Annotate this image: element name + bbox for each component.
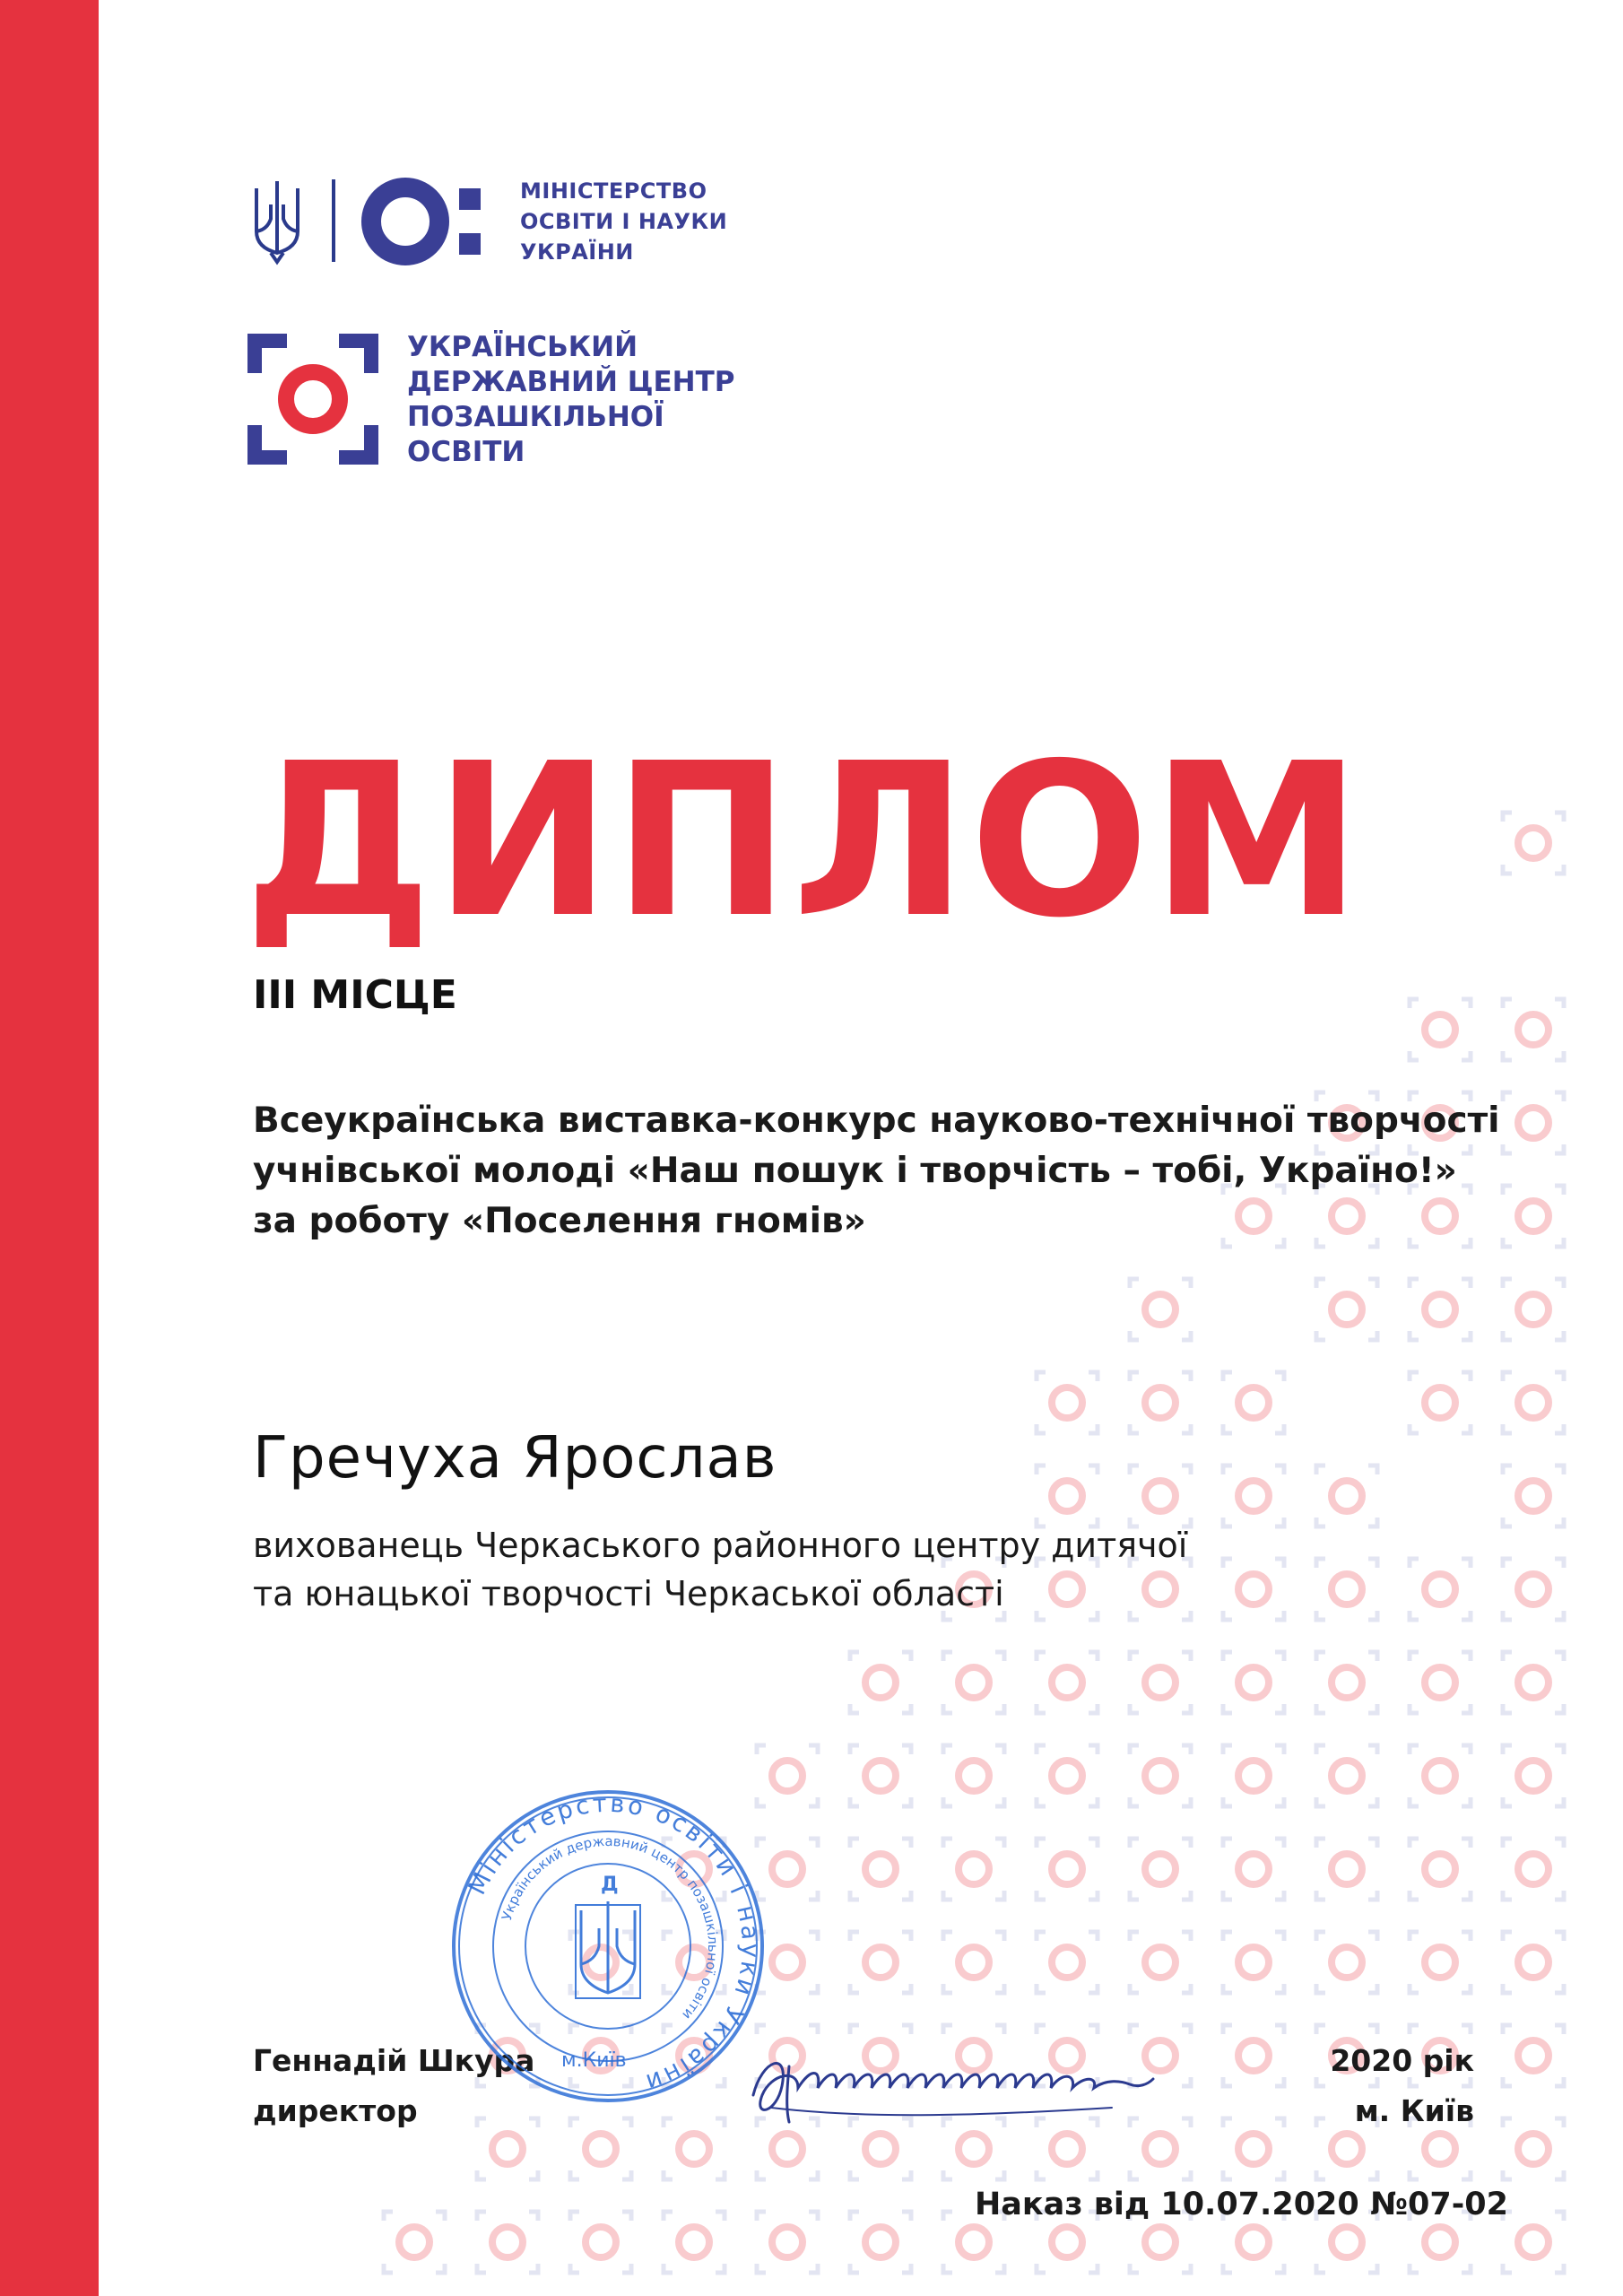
center-name-line: ДЕРЖАВНИЙ ЦЕНТР	[407, 366, 735, 398]
recipient-affiliation	[253, 1521, 1419, 1618]
pattern-bracket	[850, 1745, 911, 1806]
left-red-stripe	[0, 0, 99, 2296]
pattern-circle	[1518, 1667, 1549, 1698]
contest-line: учнівської молоді «Наш пошук і творчість – тобі, Україно!»	[253, 1151, 1457, 1191]
pattern-bracket	[1503, 1186, 1564, 1247]
contest-line: за роботу «Поселення гномів»	[253, 1201, 866, 1241]
pattern-circle	[1145, 1387, 1176, 1418]
pattern-bracket	[1503, 1092, 1564, 1153]
pattern-cell	[1130, 1652, 1191, 1713]
pattern-bracket	[1130, 1465, 1191, 1526]
pattern-bracket	[1503, 1279, 1564, 1340]
pattern-circle	[1145, 1947, 1176, 1978]
pattern-bracket	[1410, 1559, 1471, 1620]
pattern-cell	[1223, 2025, 1284, 2086]
pattern-circle	[959, 1947, 989, 1978]
pattern-bracket	[1037, 1465, 1098, 1526]
pattern-bracket	[1503, 1465, 1564, 1526]
pattern-cell	[1316, 1652, 1377, 1713]
contest-line: Всеукраїнська виставка-конкурс науково-технічної творчості	[253, 1100, 1500, 1141]
pattern-cell	[1130, 1932, 1191, 1993]
pattern-cell	[850, 1839, 911, 1900]
pattern-circle	[1518, 2134, 1549, 2164]
pattern-circle	[1332, 1294, 1362, 1325]
trident-icon	[251, 178, 303, 265]
pattern-bracket	[1037, 1932, 1098, 1993]
pattern-circle	[1332, 1947, 1362, 1978]
issue-city: м. Київ	[1354, 2093, 1474, 2128]
pattern-cell	[850, 2212, 911, 2273]
pattern-circle	[1238, 1481, 1269, 1511]
pattern-bracket	[850, 1932, 911, 1993]
pattern-circle	[1052, 1947, 1082, 1978]
pattern-circle	[1332, 1854, 1362, 1884]
center-name	[407, 330, 748, 470]
pattern-cell	[850, 1652, 911, 1713]
pattern-cell	[1223, 1372, 1284, 1433]
pattern-bracket	[1316, 1745, 1377, 1806]
pattern-circle	[1238, 1667, 1269, 1698]
pattern-cell	[1223, 1932, 1284, 1993]
affiliation-line: та юнацької творчості Черкаської області	[253, 1574, 1004, 1613]
pattern-circle	[1332, 1667, 1362, 1698]
pattern-cell	[1037, 1372, 1098, 1433]
pattern-circle	[586, 2227, 616, 2257]
pattern-circle	[1425, 1387, 1455, 1418]
pattern-cell	[1410, 1745, 1471, 1806]
pattern-cell	[384, 2212, 445, 2273]
pattern-circle	[772, 1947, 803, 1978]
pattern-cell	[1223, 2118, 1284, 2179]
pattern-bracket	[1503, 813, 1564, 874]
pattern-cell	[1503, 1092, 1564, 1153]
logo-divider	[332, 179, 335, 262]
pattern-cell	[1130, 1372, 1191, 1433]
center-name-line: ПОЗАШКІЛЬНОЇ	[407, 401, 664, 433]
pattern-cell	[1037, 1652, 1098, 1713]
pattern-circle	[772, 1854, 803, 1884]
pattern-bracket	[1410, 1279, 1471, 1340]
pattern-bracket	[1316, 1465, 1377, 1526]
official-stamp	[447, 1785, 769, 2108]
issue-year: 2020 рік	[1330, 2043, 1474, 2078]
signer-position: директор	[253, 2093, 418, 2128]
pattern-circle	[1425, 1761, 1455, 1791]
pattern-cell	[1503, 999, 1564, 1060]
center-name-line: ОСВІТИ	[407, 436, 525, 468]
pattern-circle	[1518, 1014, 1549, 1045]
pattern-cell	[1037, 1745, 1098, 1806]
ministry-logo	[251, 172, 753, 271]
pattern-circle	[679, 2227, 709, 2257]
pattern-bracket	[850, 2212, 911, 2273]
pattern-circle	[1052, 1667, 1082, 1698]
pattern-cell	[1410, 1652, 1471, 1713]
pattern-bracket	[1503, 1372, 1564, 1433]
pattern-bracket	[1130, 1652, 1191, 1713]
pattern-bracket	[1316, 1652, 1377, 1713]
pattern-bracket	[570, 2212, 631, 2273]
pattern-circle	[865, 2227, 896, 2257]
pattern-bracket	[1037, 1839, 1098, 1900]
diploma-title: ДИПЛОМ	[244, 718, 1364, 964]
pattern-cell	[1503, 1745, 1564, 1806]
order-reference: Наказ від 10.07.2020 №07-02	[974, 2187, 1508, 2222]
pattern-circle	[1145, 1761, 1176, 1791]
pattern-bracket	[1037, 1652, 1098, 1713]
pattern-bracket	[1503, 2212, 1564, 2273]
pattern-bracket	[943, 1745, 1004, 1806]
pattern-cell	[664, 2212, 725, 2273]
pattern-circle	[1332, 1481, 1362, 1511]
pattern-bracket	[943, 1652, 1004, 1713]
pattern-bracket	[1503, 2118, 1564, 2179]
pattern-cell	[1503, 1186, 1564, 1247]
pattern-circle	[1518, 828, 1549, 858]
pattern-circle	[1238, 1854, 1269, 1884]
pattern-bracket	[1223, 2118, 1284, 2179]
pattern-cell	[850, 1745, 911, 1806]
pattern-bracket	[1503, 2025, 1564, 2086]
pattern-circle	[772, 1761, 803, 1791]
pattern-bracket	[1410, 1745, 1471, 1806]
pattern-bracket	[664, 2212, 725, 2273]
pattern-circle	[865, 1947, 896, 1978]
pattern-cell	[1503, 813, 1564, 874]
pattern-cell	[1503, 1279, 1564, 1340]
pattern-bracket	[1037, 1372, 1098, 1433]
pattern-circle	[399, 2227, 430, 2257]
pattern-bracket	[943, 1839, 1004, 1900]
pattern-circle	[1518, 1761, 1549, 1791]
pattern-circle	[1425, 1854, 1455, 1884]
ministry-name-line: ОСВІТИ І НАУКИ	[520, 209, 728, 234]
pattern-cell	[1503, 2118, 1564, 2179]
pattern-bracket	[1223, 1372, 1284, 1433]
pattern-bracket	[850, 1839, 911, 1900]
pattern-cell	[1410, 1279, 1471, 1340]
pattern-bracket	[1410, 1839, 1471, 1900]
pattern-circle	[1425, 2134, 1455, 2164]
pattern-bracket	[477, 2212, 538, 2273]
pattern-cell	[850, 1932, 911, 1993]
pattern-circle	[1518, 1947, 1549, 1978]
pattern-circle	[1238, 2227, 1269, 2257]
pattern-circle	[1332, 2134, 1362, 2164]
pattern-cell	[1223, 1652, 1284, 1713]
pattern-circle	[1238, 1947, 1269, 1978]
pattern-cell	[1316, 1465, 1377, 1526]
affiliation-line: вихованець Черкаського районного центру дитячої	[253, 1526, 1188, 1565]
ministry-mark-icon	[360, 172, 495, 271]
pattern-circle	[1518, 1854, 1549, 1884]
pattern-cell	[1410, 1559, 1471, 1620]
pattern-bracket	[1223, 1745, 1284, 1806]
pattern-cell	[943, 1745, 1004, 1806]
pattern-circle	[1052, 1387, 1082, 1418]
pattern-circle	[1518, 2227, 1549, 2257]
pattern-circle	[1425, 1294, 1455, 1325]
pattern-cell	[943, 1839, 1004, 1900]
pattern-cell	[1410, 1372, 1471, 1433]
pattern-bracket	[757, 2212, 818, 2273]
pattern-circle	[1425, 1667, 1455, 1698]
pattern-circle	[1238, 2134, 1269, 2164]
pattern-cell	[1503, 1652, 1564, 1713]
stamp-trident-icon	[576, 1901, 640, 1998]
ministry-name	[520, 176, 753, 267]
pattern-bracket	[1130, 1279, 1191, 1340]
pattern-cell	[1316, 1839, 1377, 1900]
stamp-city: м.Київ	[561, 2049, 627, 2072]
pattern-bracket	[1223, 1839, 1284, 1900]
pattern-cell	[1130, 1465, 1191, 1526]
pattern-bracket	[570, 2118, 631, 2179]
pattern-cell	[1410, 1839, 1471, 1900]
pattern-bracket	[1316, 1279, 1377, 1340]
pattern-circle	[1052, 1854, 1082, 1884]
pattern-cell	[570, 2212, 631, 2273]
pattern-circle	[1052, 1761, 1082, 1791]
recipient-name: Гречуха Ярослав	[253, 1425, 777, 1492]
pattern-circle	[1425, 2227, 1455, 2257]
pattern-cell	[1130, 1745, 1191, 1806]
pattern-bracket	[1503, 1839, 1564, 1900]
pattern-cell	[1316, 1932, 1377, 1993]
stamp-outer-text: Міністерство освіти і науки України	[463, 1789, 765, 2098]
pattern-cell	[1316, 1279, 1377, 1340]
pattern-circle	[1332, 1761, 1362, 1791]
pattern-circle	[1425, 1014, 1455, 1045]
pattern-bracket	[664, 2118, 725, 2179]
pattern-circle	[959, 2227, 989, 2257]
pattern-bracket	[1223, 1465, 1284, 1526]
pattern-bracket	[1223, 1932, 1284, 1993]
pattern-bracket	[1503, 1745, 1564, 1806]
stamp-letter: Д	[601, 1874, 619, 1896]
pattern-bracket	[1223, 2025, 1284, 2086]
pattern-circle	[1518, 1481, 1549, 1511]
pattern-bracket	[1503, 1932, 1564, 1993]
pattern-circle	[959, 1761, 989, 1791]
pattern-bracket	[1130, 1932, 1191, 1993]
pattern-cell	[1503, 2025, 1564, 2086]
pattern-bracket	[1410, 999, 1471, 1060]
pattern-cell	[570, 2118, 631, 2179]
pattern-cell	[757, 2212, 818, 2273]
pattern-cell	[1130, 1279, 1191, 1340]
pattern-bracket	[1410, 1932, 1471, 1993]
pattern-cell	[1410, 999, 1471, 1060]
pattern-cell	[943, 1932, 1004, 1993]
pattern-circle	[1518, 1108, 1549, 1138]
center-name-line: УКРАЇНСЬКИЙ	[407, 331, 638, 363]
ministry-name-line: УКРАЇНИ	[520, 239, 634, 265]
pattern-bracket	[1223, 1652, 1284, 1713]
pattern-cell	[1037, 1932, 1098, 1993]
pattern-cell	[1037, 1465, 1098, 1526]
pattern-bracket	[1130, 1745, 1191, 1806]
pattern-circle	[1238, 2040, 1269, 2071]
pattern-bracket	[1316, 1839, 1377, 1900]
pattern-cell	[1503, 2212, 1564, 2273]
pattern-cell	[477, 2212, 538, 2273]
pattern-circle	[1145, 1854, 1176, 1884]
pattern-cell	[1503, 1372, 1564, 1433]
place-label: ІІІ МІСЦЕ	[253, 972, 457, 1018]
pattern-circle	[1052, 2227, 1082, 2257]
pattern-circle	[959, 1667, 989, 1698]
stamp-inner-text: Український державний центр позашкільної освіти	[499, 1832, 722, 2023]
pattern-circle	[1518, 1387, 1549, 1418]
pattern-bracket	[1316, 1932, 1377, 1993]
pattern-cell	[1503, 1559, 1564, 1620]
pattern-bracket	[1130, 1839, 1191, 1900]
pattern-circle	[1518, 1201, 1549, 1231]
pattern-circle	[1425, 1947, 1455, 1978]
pattern-circle	[1145, 2227, 1176, 2257]
pattern-cell	[1223, 1745, 1284, 1806]
pattern-circle	[1518, 1294, 1549, 1325]
ministry-name-line: МІНІСТЕРСТВО	[520, 178, 707, 204]
pattern-circle	[1145, 1481, 1176, 1511]
pattern-circle	[1052, 1481, 1082, 1511]
pattern-circle	[865, 1667, 896, 1698]
pattern-cell	[664, 2118, 725, 2179]
issue-block	[1330, 2036, 1474, 2136]
pattern-cell	[1316, 1745, 1377, 1806]
center-logo	[247, 330, 750, 474]
pattern-bracket	[1130, 1372, 1191, 1433]
pattern-cell	[1130, 1839, 1191, 1900]
pattern-bracket	[1503, 1559, 1564, 1620]
pattern-bracket	[1037, 1745, 1098, 1806]
pattern-cell	[1223, 1465, 1284, 1526]
pattern-cell	[1503, 1932, 1564, 1993]
pattern-circle	[679, 2134, 709, 2164]
pattern-cell	[1037, 1839, 1098, 1900]
signature	[735, 2032, 1175, 2140]
pattern-circle	[1332, 2227, 1362, 2257]
pattern-circle	[1518, 1574, 1549, 1605]
pattern-bracket	[1410, 1652, 1471, 1713]
center-mark-icon	[247, 334, 378, 465]
pattern-cell	[1503, 1465, 1564, 1526]
pattern-cell	[1503, 1839, 1564, 1900]
pattern-circle	[959, 1854, 989, 1884]
pattern-cell	[1410, 1932, 1471, 1993]
pattern-circle	[492, 2227, 523, 2257]
pattern-bracket	[850, 1652, 911, 1713]
pattern-circle	[1145, 1294, 1176, 1325]
pattern-circle	[772, 2227, 803, 2257]
pattern-circle	[1145, 1667, 1176, 1698]
pattern-bracket	[1503, 999, 1564, 1060]
pattern-circle	[1238, 1387, 1269, 1418]
pattern-circle	[1238, 1761, 1269, 1791]
pattern-cell	[943, 1652, 1004, 1713]
pattern-circle	[586, 2134, 616, 2164]
pattern-circle	[865, 1761, 896, 1791]
pattern-circle	[492, 2134, 523, 2164]
contest-description	[253, 1096, 1508, 1247]
signer-name: Геннадій Шкура	[253, 2043, 535, 2078]
pattern-bracket	[1503, 1652, 1564, 1713]
pattern-circle	[1518, 2040, 1549, 2071]
pattern-cell	[1223, 1839, 1284, 1900]
pattern-bracket	[384, 2212, 445, 2273]
pattern-bracket	[1410, 1372, 1471, 1433]
pattern-bracket	[943, 1932, 1004, 1993]
pattern-circle	[865, 1854, 896, 1884]
pattern-circle	[1425, 1574, 1455, 1605]
